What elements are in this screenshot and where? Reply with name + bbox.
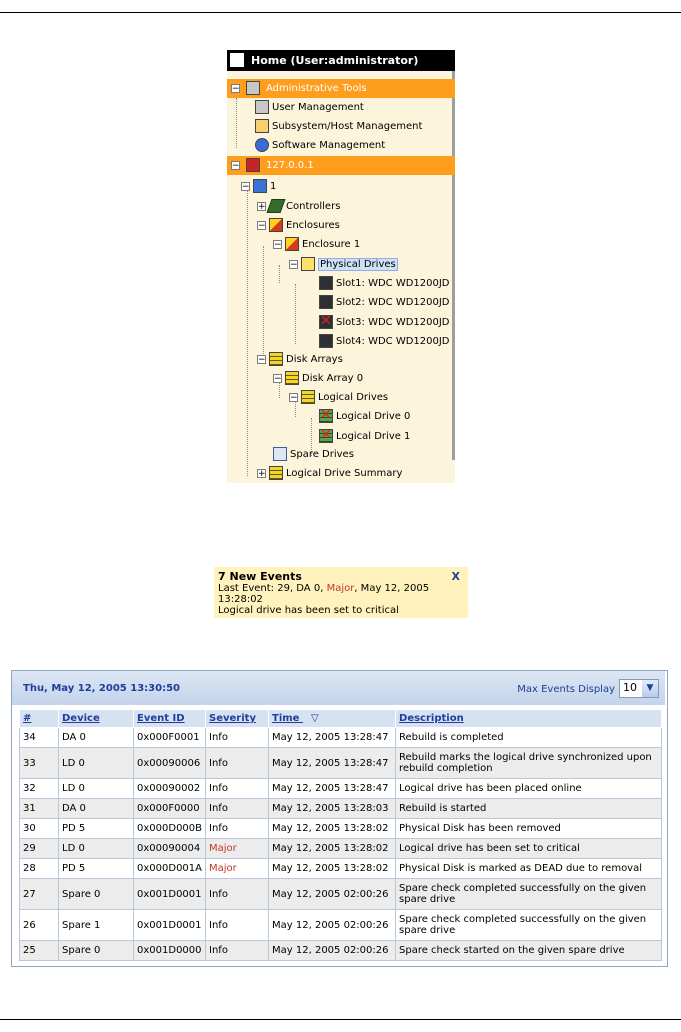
- cell-time: May 12, 2005 13:28:03: [269, 799, 396, 819]
- event-log-panel: [11, 670, 668, 967]
- collapse-icon[interactable]: −: [274, 239, 282, 250]
- table-row[interactable]: [20, 799, 662, 819]
- cell-event-id: 0x000F0000: [134, 799, 206, 819]
- cell-time: May 12, 2005 02:00:26: [269, 910, 396, 941]
- cell-device: PD 5: [59, 819, 134, 839]
- expand-icon[interactable]: +: [258, 468, 266, 479]
- disk-icon: [319, 276, 333, 290]
- host-server-icon: [246, 158, 260, 172]
- cell-time: May 12, 2005 13:28:02: [269, 839, 396, 859]
- subsystem-db-icon: [253, 179, 267, 193]
- tree-item-label: Subsystem/Host Management: [272, 121, 423, 132]
- event-panel-header: [12, 671, 665, 705]
- tree-item-label: 1: [270, 181, 277, 192]
- popup-title: 7 New Events: [218, 570, 302, 583]
- cell-number: 31: [20, 799, 59, 819]
- tree-connector: [247, 188, 248, 476]
- table-header-row: [20, 710, 662, 728]
- cell-time: May 12, 2005 13:28:47: [269, 728, 396, 748]
- last-event-prefix: Last Event: 29, DA 0,: [218, 583, 327, 594]
- tree-item-label: Slot2: WDC WD1200JD: [336, 297, 450, 308]
- tree-item-physical-drives[interactable]: [289, 256, 398, 273]
- cell-number: 27: [20, 879, 59, 910]
- collapse-icon[interactable]: −: [242, 181, 250, 192]
- cell-device: LD 0: [59, 839, 134, 859]
- cell-time: May 12, 2005 02:00:26: [269, 879, 396, 910]
- home-label: Home (User:administrator): [251, 54, 419, 67]
- cell-event-id: 0x001D0001: [134, 879, 206, 910]
- tree-item-slot-1[interactable]: [319, 275, 450, 292]
- column-header-severity[interactable]: Severity: [206, 710, 269, 728]
- cell-time: May 12, 2005 13:28:02: [269, 819, 396, 839]
- tree-item-disk-array-0[interactable]: [273, 370, 363, 387]
- max-events-select[interactable]: [619, 679, 659, 698]
- popup-last-event: [218, 583, 464, 605]
- popup-message: Logical drive has been set to critical: [218, 605, 399, 616]
- current-datetime: Thu, May 12, 2005 13:30:50: [23, 683, 180, 694]
- cell-description: Physical Disk has been removed: [396, 819, 662, 839]
- tree-connector: [295, 284, 296, 344]
- disk-icon: [319, 295, 333, 309]
- cell-severity: Info: [206, 779, 269, 799]
- table-row[interactable]: [20, 748, 662, 779]
- column-header-number[interactable]: #: [20, 710, 59, 728]
- tree-home[interactable]: [227, 50, 455, 71]
- home-tree-icon: [230, 53, 244, 67]
- cell-time: May 12, 2005 13:28:47: [269, 748, 396, 779]
- logical-drives-icon: [301, 390, 315, 404]
- table-row[interactable]: [20, 941, 662, 961]
- tree-item-logical-drives[interactable]: [289, 389, 388, 406]
- admin-user-icon: [246, 81, 260, 95]
- cell-device: Spare 0: [59, 879, 134, 910]
- cell-event-id: 0x000F0001: [134, 728, 206, 748]
- last-event-time: , May 12, 2005 13:28:02: [218, 583, 430, 605]
- tree-item-label: Slot3: WDC WD1200JD: [336, 317, 450, 328]
- cell-description: Spare check completed successfully on the given spare drive: [396, 879, 662, 910]
- cell-event-id: 0x000D000B: [134, 819, 206, 839]
- cell-number: 33: [20, 748, 59, 779]
- critical-logical-drive-icon: [319, 429, 333, 443]
- tree-item-label: Enclosure 1: [302, 239, 361, 250]
- tree-item-slot-4[interactable]: [319, 333, 450, 350]
- cell-severity: Info: [206, 910, 269, 941]
- tree-host[interactable]: [227, 156, 455, 175]
- top-rule: [0, 12, 681, 13]
- cell-severity: Major: [206, 859, 269, 879]
- tree-item-user-management[interactable]: [255, 99, 364, 116]
- tree-item-label: Disk Arrays: [286, 354, 343, 365]
- enclosure-icon: [269, 218, 283, 232]
- tree-item-controllers[interactable]: [257, 198, 340, 215]
- column-header-description[interactable]: Description: [396, 710, 662, 728]
- bottom-rule: [0, 1019, 681, 1020]
- tree-item-subsystem-1[interactable]: [241, 178, 276, 195]
- column-header-device[interactable]: Device: [59, 710, 134, 728]
- enclosure-icon: [285, 237, 299, 251]
- tree-item-logical-drive-1[interactable]: [319, 428, 410, 445]
- tree-item-label: Logical Drive Summary: [286, 468, 403, 479]
- cell-description: Rebuild marks the logical drive synchronized upon rebuild completion: [396, 748, 662, 779]
- time-header-label: Time: [272, 713, 300, 724]
- last-event-severity: Major: [326, 583, 355, 594]
- max-events-value: 10: [623, 681, 637, 694]
- table-row[interactable]: [20, 859, 662, 879]
- user-management-icon: [255, 100, 269, 114]
- cell-event-id: 0x001D0001: [134, 910, 206, 941]
- cell-description: Physical Disk is marked as DEAD due to removal: [396, 859, 662, 879]
- tree-item-logical-drive-summary[interactable]: [257, 465, 402, 482]
- max-events-label: Max Events Display: [517, 684, 615, 695]
- cell-number: 25: [20, 941, 59, 961]
- tree-item-label: Disk Array 0: [302, 373, 364, 384]
- cell-severity: Major: [206, 839, 269, 859]
- cell-description: Logical drive has been placed online: [396, 779, 662, 799]
- disk-array-icon: [285, 371, 299, 385]
- cell-severity: Info: [206, 879, 269, 910]
- cell-severity: Info: [206, 819, 269, 839]
- tree-item-slot-3[interactable]: [319, 314, 450, 331]
- collapse-icon[interactable]: −: [290, 259, 298, 270]
- cell-severity: Info: [206, 728, 269, 748]
- tree-item-label: Logical Drives: [318, 392, 389, 403]
- subsystem-icon: [255, 119, 269, 133]
- tree-item-label: Logical Drive 0: [336, 411, 411, 422]
- collapse-icon[interactable]: −: [258, 354, 266, 365]
- cell-number: 29: [20, 839, 59, 859]
- collapse-icon[interactable]: −: [290, 392, 298, 403]
- cell-description: Rebuild is completed: [396, 728, 662, 748]
- collapse-icon[interactable]: −: [274, 373, 282, 384]
- tree-item-enclosure-1[interactable]: [273, 236, 360, 253]
- table-row[interactable]: [20, 910, 662, 941]
- cell-device: Spare 1: [59, 910, 134, 941]
- cell-description: Logical drive has been set to critical: [396, 839, 662, 859]
- disk-icon: [319, 334, 333, 348]
- column-header-time[interactable]: [269, 710, 396, 728]
- tree-connector: [236, 98, 237, 148]
- cell-severity: Info: [206, 941, 269, 961]
- tree-connector: [263, 246, 264, 356]
- table-row[interactable]: [20, 819, 662, 839]
- software-gear-icon: [255, 138, 269, 152]
- collapse-icon[interactable]: −: [258, 220, 266, 231]
- event-table-body: [20, 728, 662, 961]
- tree-connector: [279, 265, 280, 283]
- controller-icon: [266, 199, 285, 213]
- summary-icon: [269, 466, 283, 480]
- column-header-event-id[interactable]: Event ID: [134, 710, 206, 728]
- cell-severity: Info: [206, 748, 269, 779]
- navigation-tree: [227, 50, 455, 483]
- cell-event-id: 0x00090004: [134, 839, 206, 859]
- cell-number: 34: [20, 728, 59, 748]
- tree-item-label: Spare Drives: [290, 449, 354, 460]
- tree-item-label: Software Management: [272, 140, 386, 151]
- tree-item-spare-drives[interactable]: [273, 446, 354, 463]
- failed-disk-icon: [319, 315, 333, 329]
- tree-item-label: Enclosures: [286, 220, 340, 231]
- tree-admin-tools[interactable]: [227, 79, 455, 98]
- expand-icon[interactable]: +: [258, 201, 266, 212]
- cell-time: May 12, 2005 02:00:26: [269, 941, 396, 961]
- cell-device: PD 5: [59, 859, 134, 879]
- spare-drive-icon: [273, 447, 287, 461]
- cell-device: DA 0: [59, 799, 134, 819]
- tree-item-subsystem-host[interactable]: [255, 118, 422, 135]
- tree-item-software-management[interactable]: [255, 137, 385, 154]
- tree-item-logical-drive-0[interactable]: [319, 408, 410, 425]
- cell-number: 26: [20, 910, 59, 941]
- cell-device: DA 0: [59, 728, 134, 748]
- chevron-down-icon[interactable]: ▼: [642, 680, 658, 697]
- tree-item-label: Controllers: [286, 201, 341, 212]
- cell-event-id: 0x00090006: [134, 748, 206, 779]
- tree-item-label: Slot4: WDC WD1200JD: [336, 336, 450, 347]
- cell-number: 32: [20, 779, 59, 799]
- tree-scrollbar[interactable]: [452, 50, 455, 460]
- cell-time: May 12, 2005 13:28:02: [269, 859, 396, 879]
- table-row[interactable]: [20, 879, 662, 910]
- event-table: [19, 709, 662, 961]
- cell-device: Spare 0: [59, 941, 134, 961]
- new-events-popup: [214, 567, 468, 618]
- table-row[interactable]: [20, 779, 662, 799]
- tree-item-label: User Management: [272, 102, 364, 113]
- admin-tools-label: Administrative Tools: [266, 83, 367, 94]
- cell-description: Spare check completed successfully on the given spare drive: [396, 910, 662, 941]
- sort-desc-icon: ▽: [310, 713, 319, 724]
- cell-description: Spare check started on the given spare drive: [396, 941, 662, 961]
- collapse-icon[interactable]: −: [232, 161, 240, 171]
- table-row[interactable]: [20, 839, 662, 859]
- cell-description: Rebuild is started: [396, 799, 662, 819]
- tree-item-label: Logical Drive 1: [336, 431, 411, 442]
- critical-logical-drive-icon: [319, 409, 333, 423]
- cell-event-id: 0x001D0000: [134, 941, 206, 961]
- cell-device: LD 0: [59, 748, 134, 779]
- table-row[interactable]: [20, 728, 662, 748]
- host-label: 127.0.0.1: [266, 160, 314, 171]
- cell-number: 28: [20, 859, 59, 879]
- tree-item-label: Slot1: WDC WD1200JD: [336, 278, 450, 289]
- cell-severity: Info: [206, 799, 269, 819]
- collapse-icon[interactable]: −: [232, 84, 240, 94]
- tree-item-slot-2[interactable]: [319, 294, 450, 311]
- cell-event-id: 0x00090002: [134, 779, 206, 799]
- cell-device: LD 0: [59, 779, 134, 799]
- tree-item-label: Physical Drives: [320, 259, 396, 270]
- cell-number: 30: [20, 819, 59, 839]
- cell-event-id: 0x000D001A: [134, 859, 206, 879]
- physical-drives-icon: [301, 257, 315, 271]
- cell-time: May 12, 2005 13:28:47: [269, 779, 396, 799]
- tree-item-enclosures[interactable]: [257, 217, 340, 234]
- disk-array-icon: [269, 352, 283, 366]
- popup-close-button[interactable]: X: [451, 570, 460, 583]
- tree-item-disk-arrays[interactable]: [257, 351, 343, 368]
